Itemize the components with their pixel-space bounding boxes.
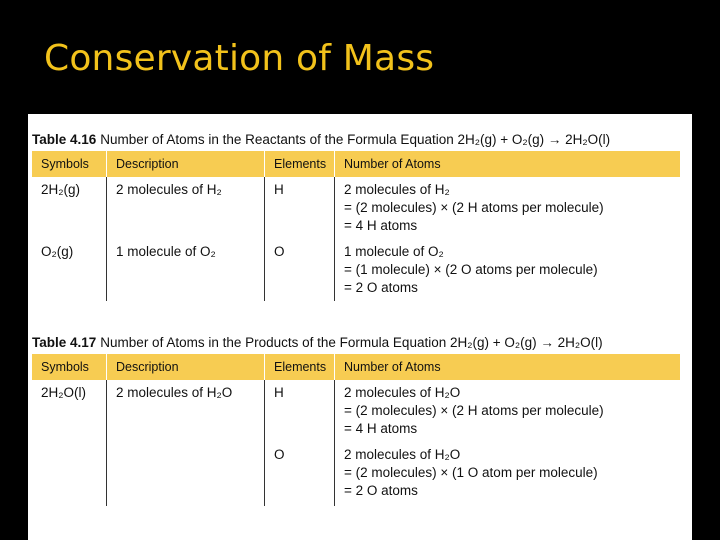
description-cell: 1 molecule of O₂ <box>116 244 216 259</box>
atoms-line: = (2 molecules) × (1 O atom per molecule) <box>344 465 598 480</box>
header-description: Description <box>106 354 264 380</box>
atoms-line: = (1 molecule) × (2 O atoms per molecule) <box>344 262 598 277</box>
atoms-line: = 2 O atoms <box>344 483 418 498</box>
reactants-table <box>32 129 680 301</box>
elements-column <box>264 177 334 301</box>
table-body <box>32 177 680 301</box>
atoms-cell <box>335 177 680 239</box>
element-cell: H <box>274 385 284 400</box>
table-caption <box>32 129 680 151</box>
atoms-cell <box>335 442 680 506</box>
slide-content <box>28 114 692 540</box>
header-symbols: Symbols <box>41 360 89 374</box>
symbol-cell <box>32 442 106 506</box>
atoms-line: = (2 molecules) × (2 H atoms per molecule) <box>344 403 604 418</box>
atoms-line: 1 molecule of O₂ <box>344 244 444 259</box>
table-number: Table 4.16 <box>32 132 97 147</box>
atoms-line: = (2 molecules) × (2 H atoms per molecule) <box>344 200 604 215</box>
header-number-of-atoms: Number of Atoms <box>334 354 680 380</box>
symbol-cell: O₂(g) <box>41 244 74 259</box>
symbol-cell: 2H₂(g) <box>41 182 80 197</box>
atoms-cell <box>335 380 680 442</box>
table-header <box>32 354 680 380</box>
table-number: Table 4.17 <box>32 335 97 350</box>
description-column <box>106 380 264 506</box>
description-cell: 2 molecules of H₂O <box>116 385 233 400</box>
symbols-column <box>32 380 106 506</box>
description-column <box>106 177 264 301</box>
atoms-line: = 4 H atoms <box>344 421 418 436</box>
description-cell <box>107 442 264 506</box>
atoms-column <box>334 380 680 506</box>
description-cell: 2 molecules of H₂ <box>116 182 222 197</box>
table-header <box>32 151 680 177</box>
elements-column <box>264 380 334 506</box>
symbols-column <box>32 177 106 301</box>
slide-title: Conservation of Mass <box>44 38 435 79</box>
atoms-cell <box>335 239 680 301</box>
atoms-line: 2 molecules of H₂ <box>344 182 450 197</box>
header-number-of-atoms: Number of Atoms <box>334 151 680 177</box>
header-elements: Elements <box>264 151 334 177</box>
atoms-line: 2 molecules of H₂O <box>344 447 461 462</box>
atoms-line: = 4 H atoms <box>344 218 418 233</box>
element-cell: O <box>274 244 285 259</box>
element-cell: O <box>274 447 285 462</box>
atoms-column <box>334 177 680 301</box>
atoms-line: 2 molecules of H₂O <box>344 385 461 400</box>
atoms-line: = 2 O atoms <box>344 280 418 295</box>
element-cell: H <box>274 182 284 197</box>
table-title: Number of Atoms in the Reactants of the Formula Equation 2H₂(g) + O₂(g) → 2H₂O(l) <box>100 132 611 147</box>
header-symbols: Symbols <box>41 157 89 171</box>
symbol-cell: 2H₂O(l) <box>41 385 86 400</box>
header-description: Description <box>106 151 264 177</box>
table-body <box>32 380 680 506</box>
products-table <box>32 332 680 506</box>
header-elements: Elements <box>264 354 334 380</box>
table-caption <box>32 332 680 354</box>
table-title: Number of Atoms in the Products of the Formula Equation 2H₂(g) + O₂(g) → 2H₂O(l) <box>100 335 603 350</box>
